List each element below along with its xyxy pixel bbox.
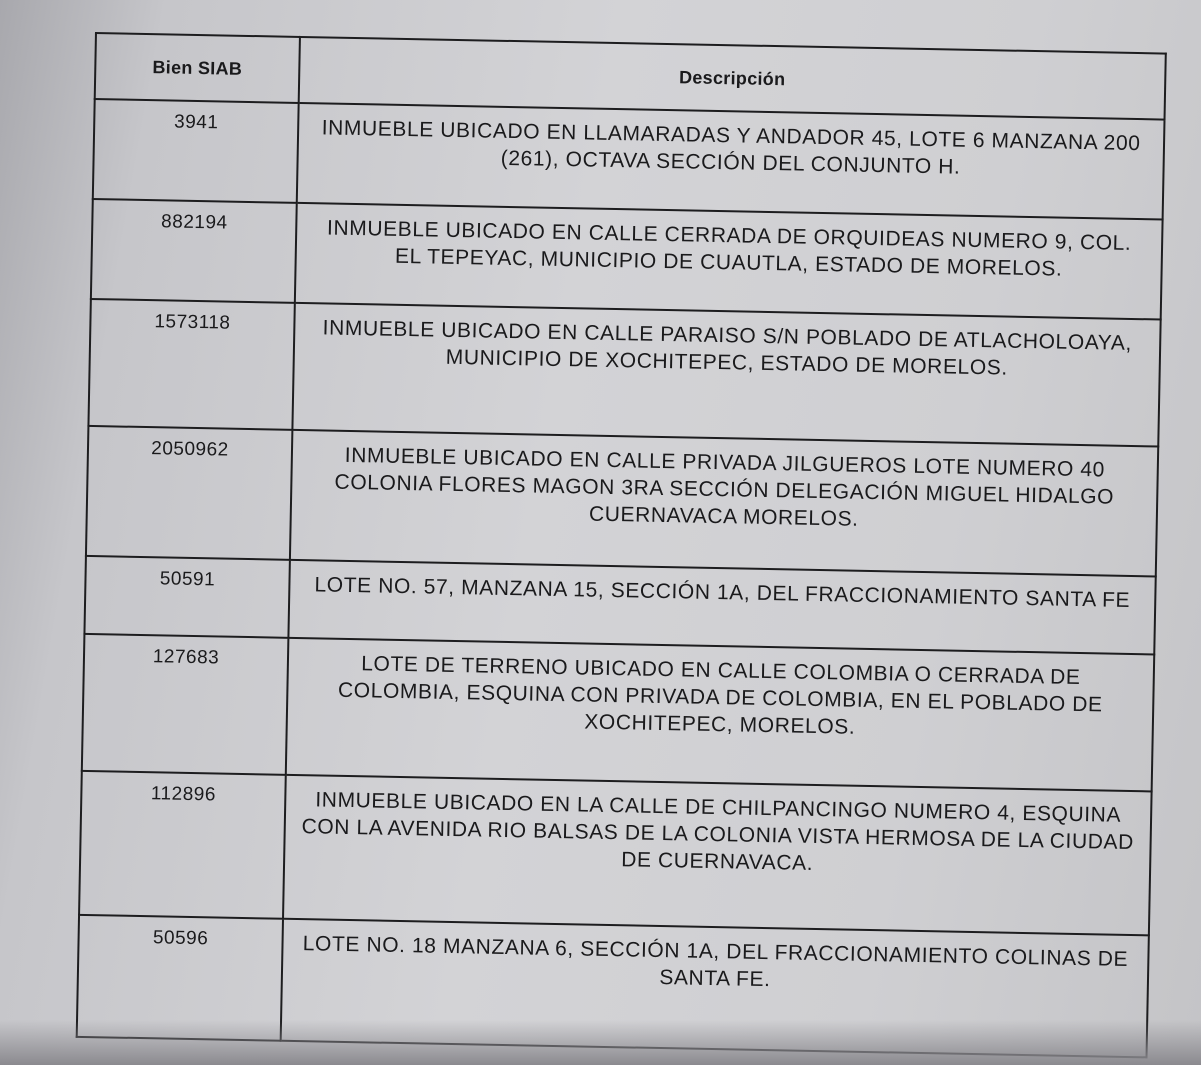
table-row: [86, 426, 1158, 577]
bien-siab-cell: 112896: [79, 771, 286, 919]
siab-table: [76, 32, 1167, 1058]
descripcion-cell: INMUEBLE UBICADO EN CALLE CERRADA DE ORQUIDEAS NUMERO 9, COL. EL TEPEYAC, MUNICIPIO DE CUAUTLA, ESTADO DE MORELOS.: [295, 203, 1163, 320]
bien-siab-cell: 3941: [93, 99, 299, 203]
bien-siab-cell: 50596: [77, 915, 283, 1041]
bien-siab-cell: 1573118: [88, 299, 294, 430]
bien-siab-cell: 50591: [84, 556, 289, 638]
descripcion-cell: LOTE NO. 57, MANZANA 15, SECCIÓN 1A, DEL FRACCIONAMIENTO SANTA FE: [288, 560, 1155, 655]
bien-siab-cell: 2050962: [86, 426, 292, 560]
descripcion-cell: INMUEBLE UBICADO EN CALLE PRIVADA JILGUEROS LOTE NUMERO 40 COLONIA FLORES MAGON 3RA SECCIÓN DELEGACIÓN MIGUEL HIDALGO CUERNAVACA MORELOS.: [290, 430, 1158, 577]
table-row: [88, 299, 1160, 447]
descripcion-cell: INMUEBLE UBICADO EN CALLE PARAISO S/N POBLADO DE ATLACHOLOAYA, MUNICIPIO DE XOCHITEPEC, ESTADO DE MORELOS.: [292, 303, 1160, 447]
bien-siab-cell: 882194: [91, 199, 297, 303]
descripcion-cell: LOTE NO. 18 MANZANA 6, SECCIÓN 1A, DEL FRACCIONAMIENTO COLINAS DE SANTA FE.: [281, 919, 1149, 1058]
table-row: [79, 771, 1152, 936]
header-bien-siab: Bien SIAB: [95, 33, 300, 103]
descripcion-cell: LOTE DE TERRENO UBICADO EN CALLE COLOMBIA O CERRADA DE COLOMBIA, ESQUINA CON PRIVADA DE COLOMBIA, EN EL POBLADO DE XOCHITEPEC, MORELOS.: [286, 638, 1154, 792]
header-descripcion: Descripción: [299, 37, 1166, 120]
bien-siab-cell: 127683: [82, 634, 289, 775]
page-bottom-shadow: [0, 1020, 1201, 1065]
table-row: [82, 634, 1154, 792]
descripcion-cell: INMUEBLE UBICADO EN LA CALLE DE CHILPANCINGO NUMERO 4, ESQUINA CON LA AVENIDA RIO BALSAS DE LA COLONIA VISTA HERMOSA DE LA CIUDAD DE CUERNAVACA.: [283, 775, 1152, 936]
descripcion-cell: INMUEBLE UBICADO EN LLAMARADAS Y ANDADOR 45, LOTE 6 MANZANA 200 (261), OCTAVA SECCIÓN DEL CONJUNTO H.: [297, 103, 1165, 220]
